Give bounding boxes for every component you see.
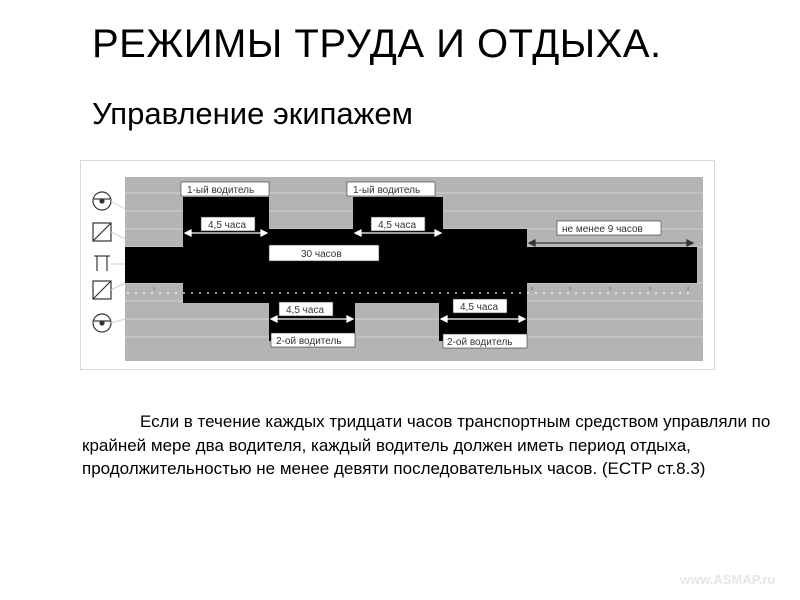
svg-text:¹: ¹ bbox=[153, 287, 156, 294]
label-driver2-b bbox=[443, 334, 527, 348]
icon-connectors bbox=[111, 201, 125, 323]
svg-text:²: ² bbox=[569, 287, 572, 294]
label-rest-9-hours bbox=[557, 221, 661, 235]
label-hours-bottom-b bbox=[453, 299, 507, 313]
page-subtitle: Управление экипажем bbox=[92, 96, 413, 131]
svg-text:30 часов: 30 часов bbox=[301, 249, 342, 260]
svg-text:4,5 часа: 4,5 часа bbox=[286, 305, 325, 316]
label-driver1-a bbox=[181, 182, 269, 196]
driving-icon bbox=[93, 314, 111, 332]
svg-text:4,5 часа: 4,5 часа bbox=[208, 220, 247, 231]
svg-text:²: ² bbox=[649, 287, 652, 294]
svg-text:1-ый водитель: 1-ый водитель bbox=[187, 185, 255, 196]
svg-text:4,5 часа: 4,5 часа bbox=[378, 220, 417, 231]
availability-icon bbox=[93, 281, 111, 299]
driving-icon bbox=[93, 192, 111, 210]
driver1-availability-block-2 bbox=[443, 229, 527, 247]
svg-text:1-ый водитель: 1-ый водитель bbox=[353, 185, 421, 196]
rule-text: Если в течение каждых тридцати часов транспортным средством управляли по крайней мере два водителя, каждый водитель должен иметь период отдыха, продолжительностью не менее девяти последовательных часов. (ЕСТР ст.8.3) bbox=[82, 412, 771, 478]
availability-icon bbox=[93, 223, 111, 241]
svg-text:2-ой водитель: 2-ой водитель bbox=[447, 337, 513, 348]
driver1-availability-block-1 bbox=[269, 229, 353, 247]
crew-schedule-diagram bbox=[80, 160, 715, 370]
watermark: www.ASMAP.ru bbox=[680, 572, 776, 587]
rest-icon bbox=[94, 256, 110, 271]
label-driver1-b bbox=[347, 182, 435, 196]
label-30-hours bbox=[269, 245, 379, 261]
label-hours-top-a bbox=[201, 217, 255, 231]
label-hours-bottom-a bbox=[279, 302, 333, 316]
svg-text:²: ² bbox=[609, 287, 612, 294]
svg-text:²: ² bbox=[687, 287, 690, 294]
svg-text:4,5 часа: 4,5 часа bbox=[460, 302, 499, 313]
crew-schedule-svg bbox=[81, 161, 714, 369]
label-driver2-a bbox=[271, 333, 355, 347]
page-title: РЕЖИМЫ ТРУДА И ОТДЫХА. bbox=[92, 22, 662, 66]
label-hours-top-b bbox=[371, 217, 425, 231]
svg-text:не менее 9 часов: не менее 9 часов bbox=[562, 224, 643, 235]
rule-paragraph bbox=[82, 410, 782, 481]
central-timeline-bar bbox=[125, 247, 697, 283]
svg-text:2-ой водитель: 2-ой водитель bbox=[276, 336, 342, 347]
svg-text:²: ² bbox=[531, 287, 534, 294]
